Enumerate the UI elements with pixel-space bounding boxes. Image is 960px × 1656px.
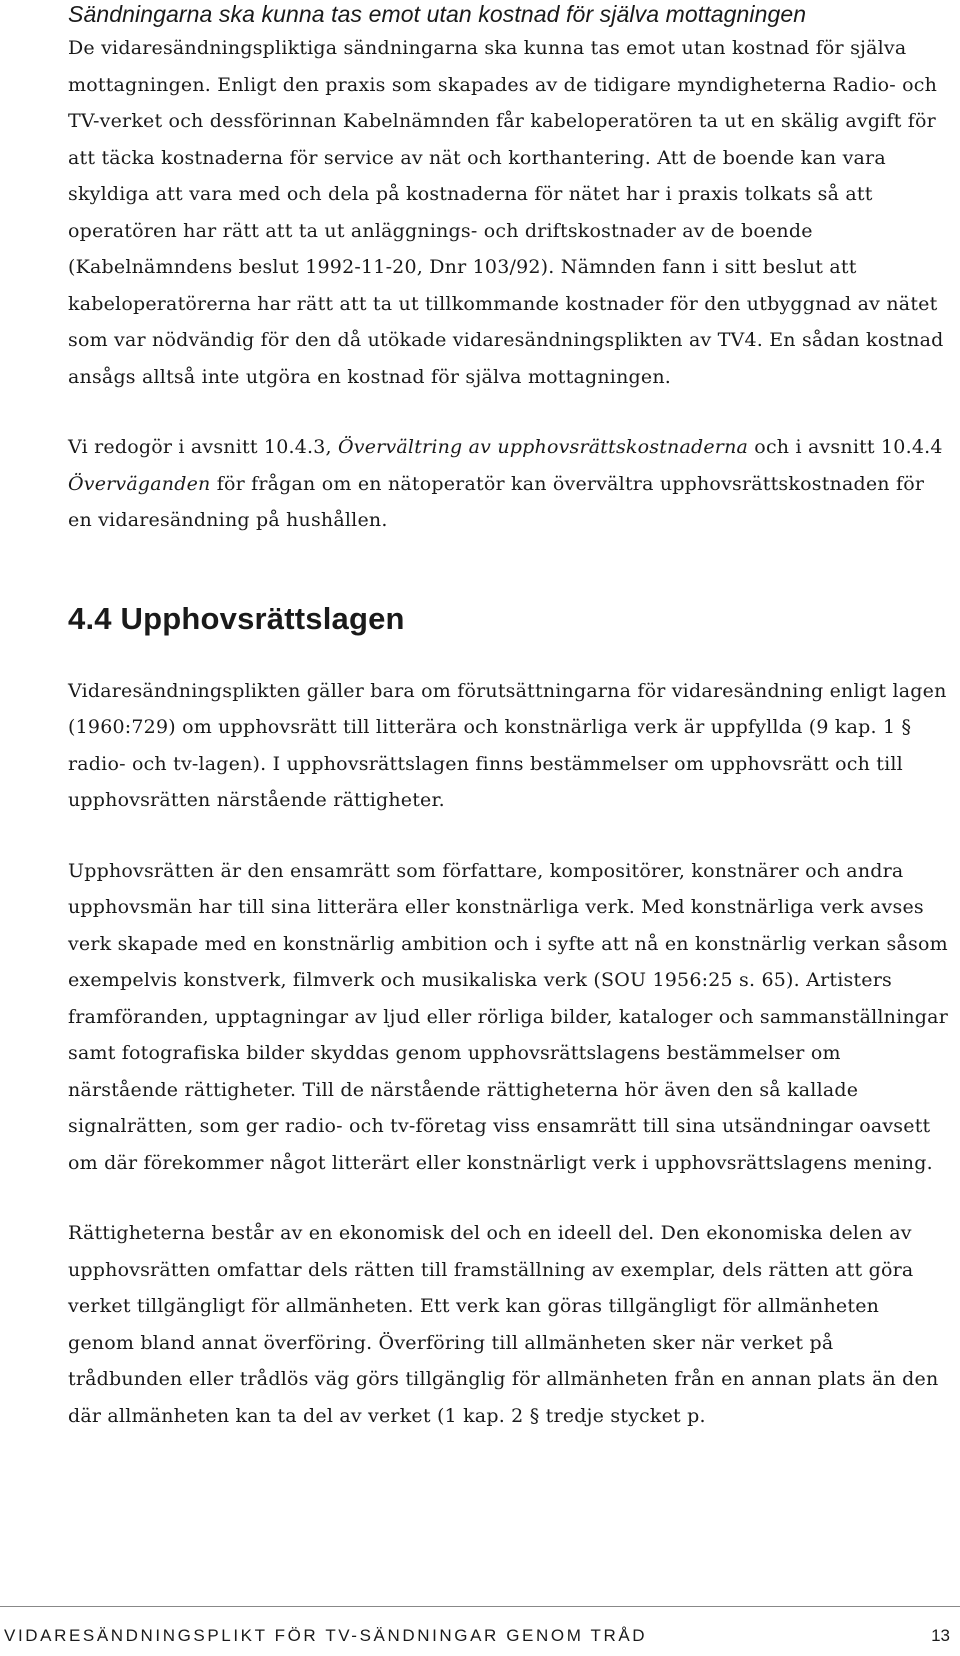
paragraph-vidaresandningsplikten: Vidaresändningsplikten gäller bara om förutsättningarna för vidaresändning enligt lagen (1960:729) om upphovsrätt till litterära och konstnärliga verk är uppfyllda (9 kap. 1 § radio- och tv-lagen). I upphovsrättslagen finns bestämmelser om upphovsrätt och till upphovsrätten närstående rättigheter. xyxy=(68,679,947,811)
document-page xyxy=(68,0,948,1434)
paragraph-upphovsratten: Upphovsrätten är den ensamrätt som författare, kompositörer, konstnärer och andra upphovsmän har till sina litterära eller konstnärliga verk. Med konstnärliga verk avses verk skapade med en konstnärlig ambition och i syfte att nå en konstnärlig verkan såsom exempelvis konstverk, filmverk och musikaliska verk (SOU 1956:25 s. 65). Artisters framföranden, upptagningar av ljud eller rörliga bilder, kataloger och sammanställningar samt fotografiska bilder skyddas genom upphovsrättslagens bestämmelser om närstående rättigheter. Till de närstående rättigheterna hör även den så kallade signalrätten, som ger radio- och tv-företag viss ensamrätt till sina utsändningar oavsett om där förekommer något litterärt eller konstnärligt verk i upphovsrättslagens mening. xyxy=(68,859,948,1174)
footer-title: VIDARESÄNDNINGSPLIKT FÖR TV-SÄNDNINGAR GENOM TRÅD xyxy=(4,1626,648,1645)
paragraph-redogor xyxy=(68,429,948,539)
reference-overvaltring: Övervältring av upphovsrättskostnaderna xyxy=(338,436,749,458)
paragraph-rattigheterna: Rättigheterna består av en ekonomisk del och en ideell del. Den ekonomiska delen av upphovsrätten omfattar dels rätten till framställning av exemplar, dels rätten att göra verket tillgängligt för allmänheten. Ett verk kan göras tillgängligt för allmänheten genom bland annat överföring. Överföring till allmänheten sker när verket på trådbunden eller trådlös väg görs tillgänglig för allmänheten från en annan plats än den där allmänheten kan ta del av verket (1 kap. 2 § tredje stycket p. xyxy=(68,1222,939,1427)
subheading: Sändningarna ska kunna tas emot utan kostnad för själva mottagningen xyxy=(68,1,807,27)
paragraph-redogor-text-2: och i avsnitt 10.4.4 xyxy=(748,436,943,458)
paragraph-redogor-text-1: Vi redogör i avsnitt 10.4.3, xyxy=(68,436,339,458)
footer-divider xyxy=(0,1606,960,1607)
page-footer xyxy=(0,1606,960,1656)
section-heading: 4.4 Upphovsrättslagen xyxy=(68,600,405,636)
page-number: 13 xyxy=(931,1626,950,1645)
reference-overvaganden: Överväganden xyxy=(68,472,211,495)
paragraph-redogor-text-3: för frågan om en nätoperatör kan övervältra upphovsrättskostnaden för en vidaresändning på hushållen. xyxy=(68,472,925,531)
paragraph-mottagning: De vidaresändningspliktiga sändningarna ska kunna tas emot utan kostnad för själva mottagningen. Enligt den praxis som skapades av de tidigare myndigheterna Radio- och TV-verket och dessförinnan Kabelnämnden får kabeloperatören ta ut en skälig avgift för att täcka kostnaderna för service av nät och korthantering. Att de boende kan vara skyldiga att vara med och dela på kostnaderna för nätet har i praxis tolkats så att operatören har rätt att ta ut anläggnings- och driftskostnader av de boende (Kabelnämndens beslut 1992-11-20, Dnr 103/92). Nämnden fann i sitt beslut att kabeloperatörerna har rätt att ta ut tillkommande kostnader för den utbyggnad av nätet som var nödvändig för den då utökade vidaresändningsplikten av TV4. En sådan kostnad ansågs alltså inte utgöra en kostnad för själva mottagningen. xyxy=(68,37,944,388)
